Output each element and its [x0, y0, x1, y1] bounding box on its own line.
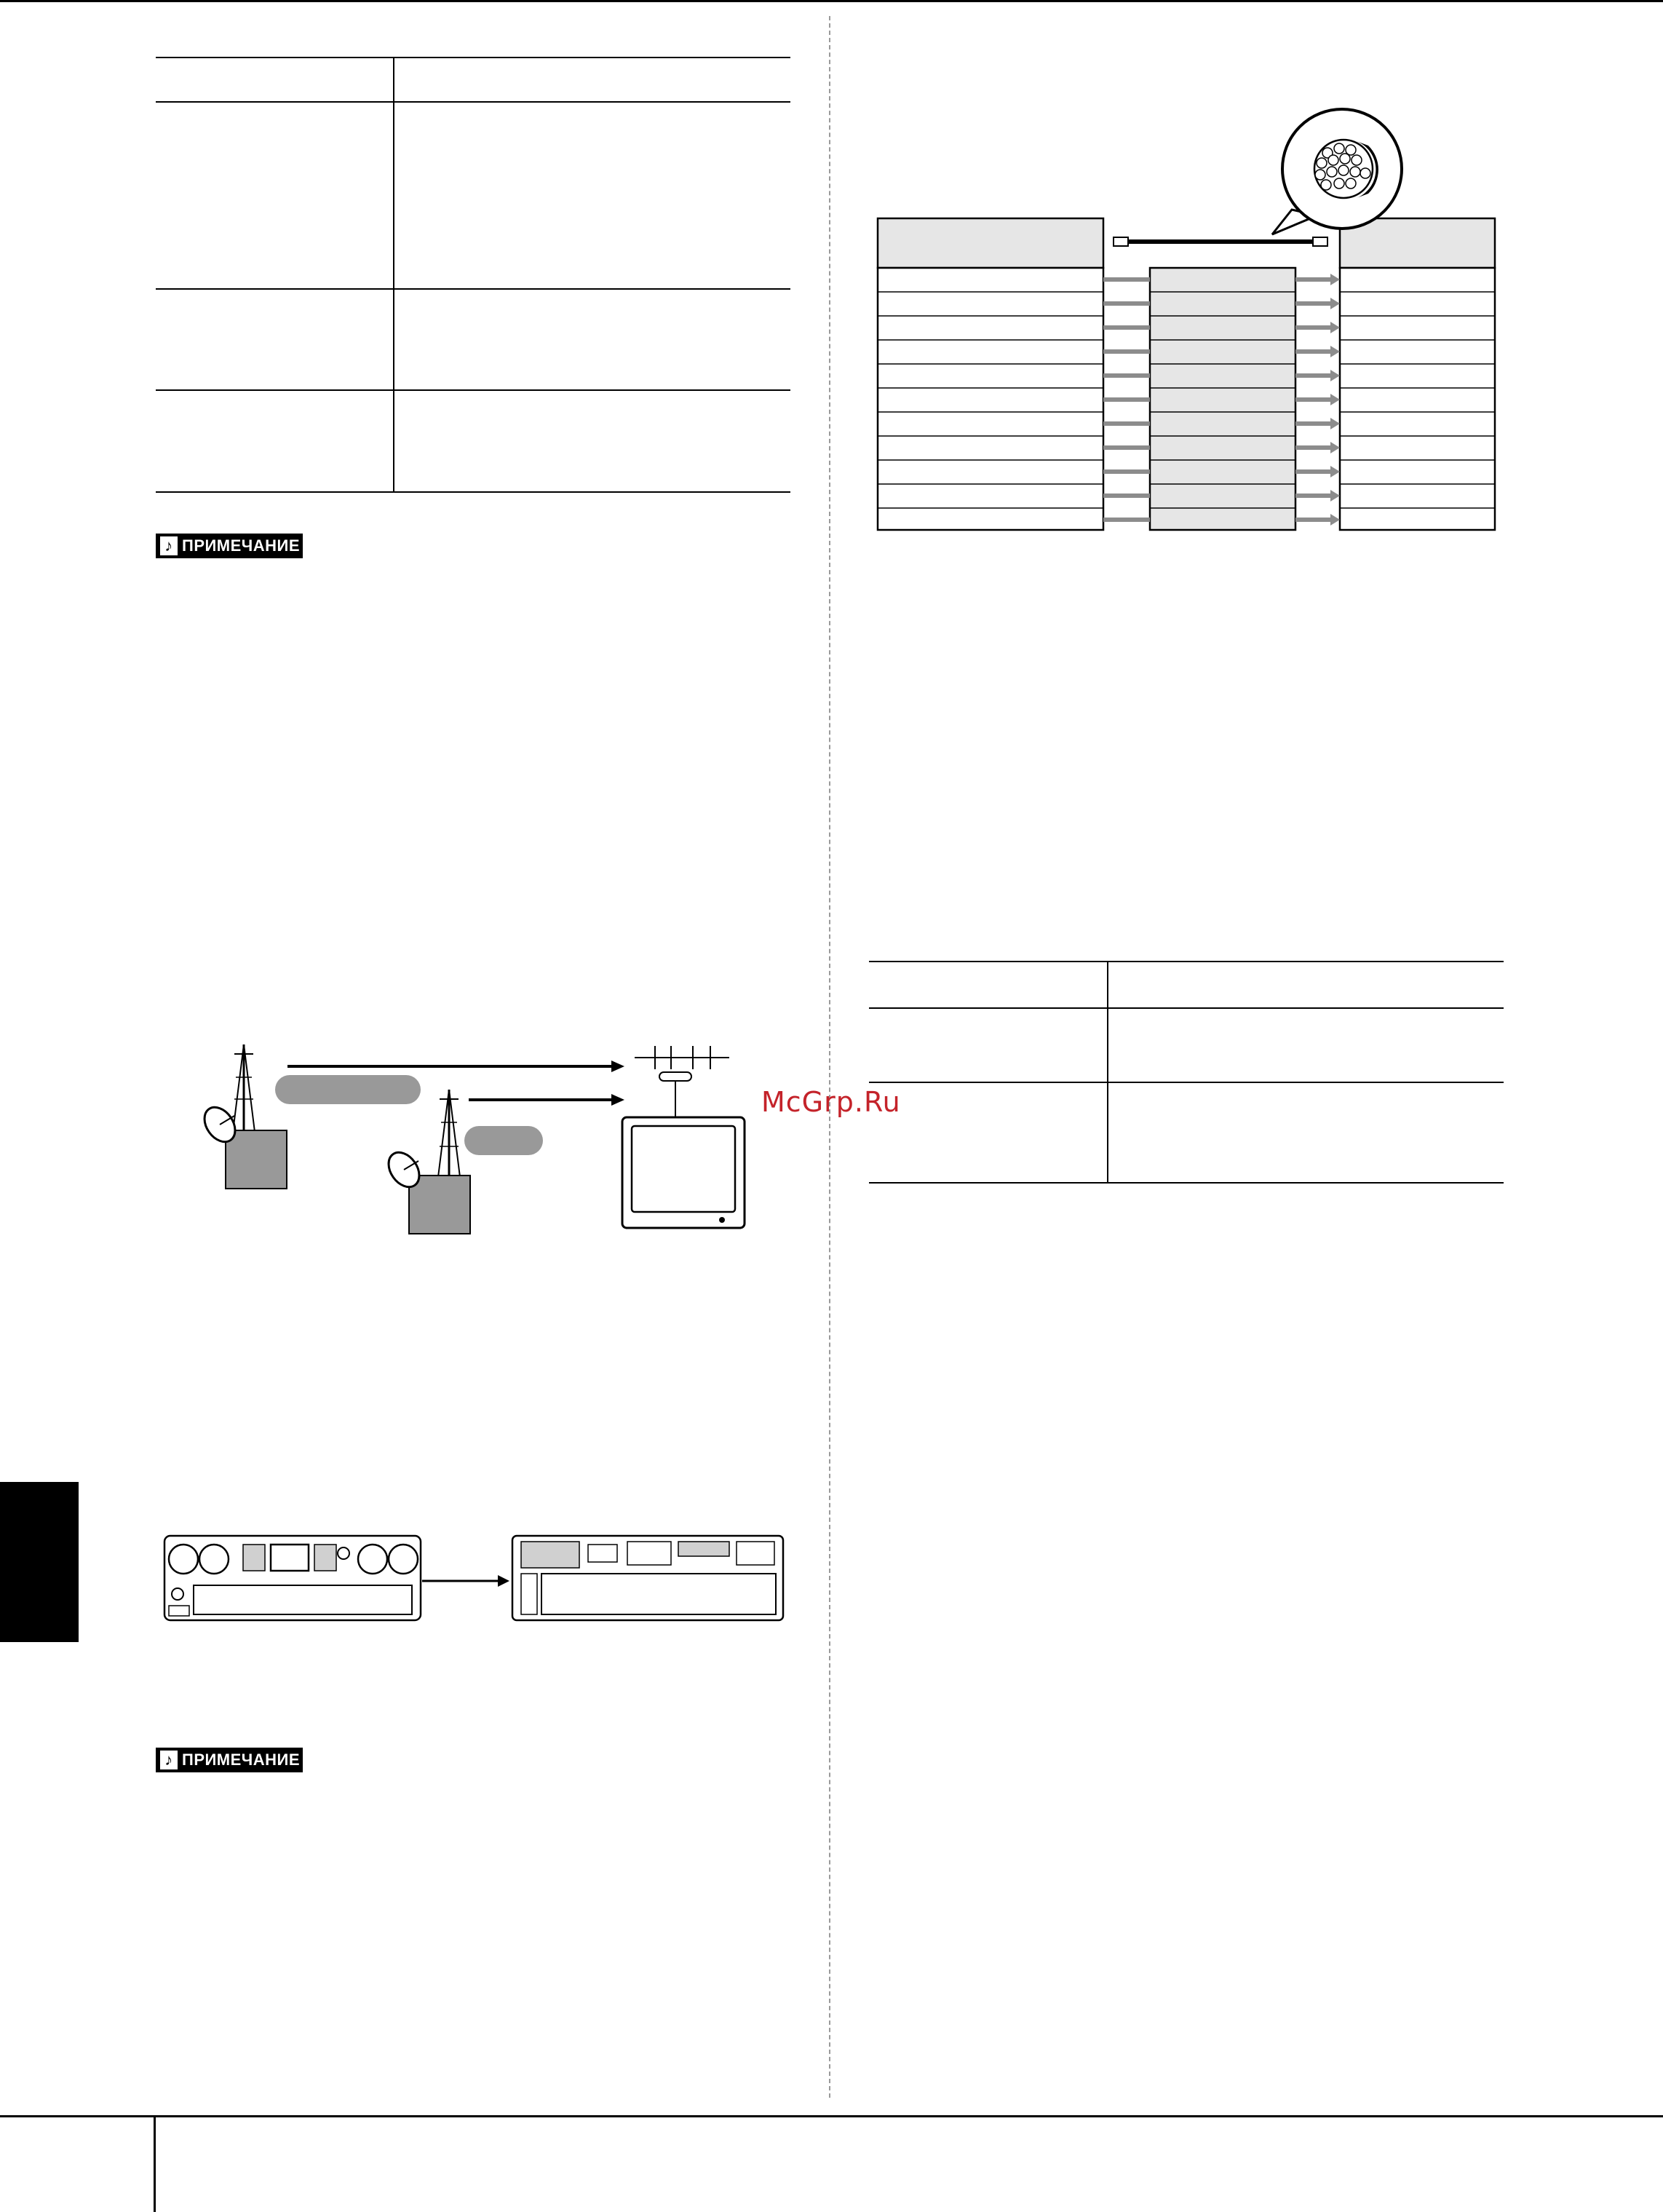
- tv-antenna-icon: [635, 1046, 729, 1117]
- arranger-keyboard-icon: [164, 1536, 421, 1620]
- music-note-icon: ♪: [160, 1751, 178, 1769]
- note-badge: [156, 534, 303, 558]
- table-rule: [156, 491, 790, 493]
- section-side-tab: [0, 1482, 79, 1642]
- note-badge: [156, 1748, 303, 1772]
- signal-label-pill: [464, 1126, 543, 1155]
- note-badge-label: ПРИМЕЧАНИЕ: [182, 536, 301, 555]
- note-badge-label: ПРИМЕЧАНИЕ: [182, 1751, 301, 1769]
- table-column-divider: [1107, 961, 1108, 1183]
- signal-label-pill: [275, 1075, 421, 1104]
- broadcast-illustration: [189, 1037, 771, 1241]
- footer-rule: [0, 2115, 1663, 2117]
- music-note-icon: ♪: [160, 536, 178, 555]
- table-rule: [869, 1182, 1504, 1184]
- table-rule: [156, 389, 790, 391]
- keyboard-connection-illustration: [162, 1533, 786, 1628]
- station-building: [226, 1130, 287, 1189]
- broadcast-tower-icon: [438, 1090, 460, 1177]
- cable-icon: [1114, 237, 1327, 246]
- table-rule: [156, 101, 790, 103]
- connector-signal-diagram: [873, 106, 1507, 543]
- column-divider: [829, 16, 830, 2098]
- broadcast-tower-icon: [233, 1044, 255, 1132]
- tv-set-icon: [622, 1117, 745, 1228]
- table-rule: [156, 57, 790, 58]
- connector-pin-callout-icon: [1272, 109, 1402, 234]
- table-rule: [869, 1007, 1504, 1009]
- footer-divider: [154, 2115, 156, 2212]
- table-column-divider: [393, 57, 394, 492]
- watermark: McGrp.Ru: [761, 1086, 901, 1118]
- table-rule: [869, 1082, 1504, 1083]
- synthesizer-keyboard-icon: [512, 1536, 783, 1620]
- table-rule: [869, 961, 1504, 962]
- station-building: [409, 1176, 470, 1234]
- table-rule: [156, 288, 790, 290]
- top-page-rule: [0, 0, 1663, 2]
